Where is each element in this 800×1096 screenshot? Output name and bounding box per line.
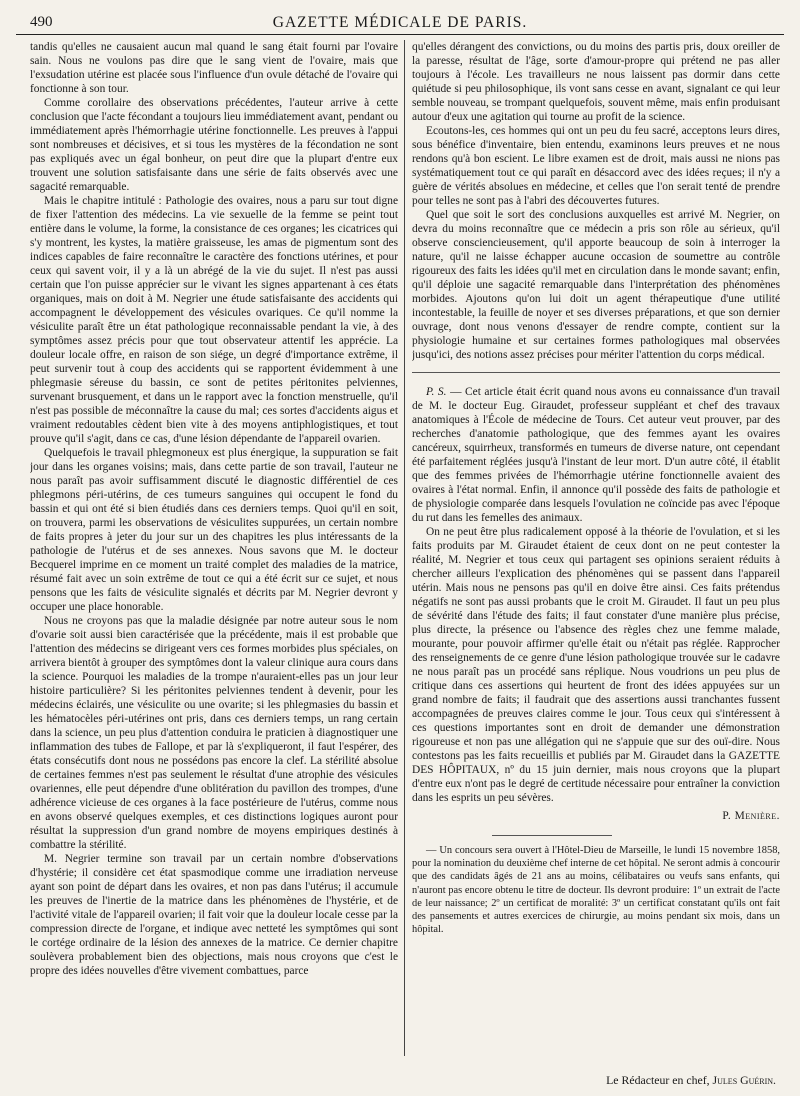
article-columns: [30, 40, 780, 1066]
paragraph: Quel que soit le sort des conclusions auxquelles est arrivé M. Negrier, on devra du moins reconnaître que ce médecin a pris son rôle au sérieux, qu'il observe consciencieusement, qu'il apporte beaucoup de soin à interroger la nature, qu'il ne laisse échapper aucune occasion de soumettre au contrôle rigoureux des faits les idées qu'il met en circulation dans le monde savant; enfin, qu'il déploie une sagacité remarquable dans l'interprétation des phénomènes morbides. Ajoutons qu'on lui doit un agent thérapeutique d'une utilité incontestable, la feuille de noyer et ses diverses préparations, et que son dernier ouvrage, dont nous venons d'essayer de rendre compte, contient sur la physiologie humaine et sur certaines formes pathologiques mal observées jusqu'ici, des notions assez précises pour mériter l'attention du corps médical.: [412, 209, 780, 361]
paragraph: Comme corollaire des observations précédentes, l'auteur arrive à cette conclusion que l'acte fécondant a toujours lieu immédiatement avant, pendant ou immédiatement après l'hémorrhagie utérine fonctionnelle. Les preuves à l'appui sont nombreuses et décisives, et si tous les mystères de la fécondation ne sont pas expliqués avec un égal bonheur, on peut dire que la plupart d'entre eux trouvent une solution satisfaisante dans une série de faits observés avec une sagacité remarquable.: [30, 97, 398, 193]
postscript-label: P. S.: [426, 386, 447, 398]
postscript-text: — Cet article était écrit quand nous avons eu connaissance d'un travail de M. le docteur Eug. Giraudet, professeur suppléant et chef des travaux anatomiques à l'École de médecine de Tours. Cet auteur veut prouver, par des recherches d'anatomie pathologique, que des femmes ayant les ovaires cancéreux, squirrheux, transformés en tumeurs de diverse nature, ont cependant été parfaitement réglées jusqu'à l'instant de leur mort. D'un autre côté, il établit que des femmes privées de l'hémorrhagie utérine fonctionnelle avaient des ovaires à l'état normal. Enfin, il annonce qu'il possède des faits de pathologie et de physiologie comparée dans lesquels l'ovulation ne coïncide pas avec l'époque du rut dans les femelles des animaux.: [412, 386, 780, 524]
paragraph: Quelquefois le travail phlegmoneux est plus énergique, la suppuration se fait jour dans les organes voisins; mais, dans cette partie de son travail, l'auteur ne nous paraît pas avoir suffisamment discuté le diagnostic différentiel de ces phlegmons péri-utérins, de ces tumeurs sanguines qui occupent le fond du bassin et qui ont été si bien étudiés dans ces derniers temps. Quoi qu'il en soit, on trouvera, parmi les observations de vésiculites suppurées, un certain nombre de faits propres à jeter du jour sur un des chapitres les plus intéressants de la pathologie de l'utérus et de ses annexes. Nous savons que M. le docteur Becquerel imprime en ce moment un traité complet des maladies de la matrice, résumé fait avec un soin extrême de tout ce qui a été écrit sur ce sujet, et nous pensons que les faits de vésiculite signalés et décrits par M. Negrier devront y occuper une place honorable.: [30, 447, 398, 613]
paragraph: M. Negrier termine son travail par un certain nombre d'observations d'hystérie; il considère cet état spasmodique comme une irradiation nerveuse ayant son point de départ dans les ovaires, et non pas dans l'utérus; il accumule les preuves de l'inertie de la matrice dans les phénomènes de l'hystérie, et de l'activité vitale de l'appareil ovarien; il fait voir que la douleur locale cesse par la compression directe de l'organe, et indique avec netteté les symptômes qui sont le cortége ordinaire de la lésion des annexes de la matrice. Ce dernier chapitre soulèvera probablement bien des objections, mais nous croyons que c'est le propre des idées nouvelles d'être vivement combattues, parce: [30, 853, 398, 977]
editor-label: Le Rédacteur en chef,: [606, 1073, 710, 1087]
page-header: [16, 8, 784, 35]
section-separator: [412, 372, 780, 373]
notice-separator: [492, 835, 612, 836]
postscript-paragraph: [412, 385, 780, 525]
page-number: 490: [30, 14, 53, 30]
gazette-title: GAZETTE MÉDICALE DE PARIS.: [272, 14, 528, 31]
competition-notice: — Un concours sera ouvert à l'Hôtel-Dieu de Marseille, le lundi 15 novembre 1858, pour la nomination du deuxième chef interne de cet hôpital. Ne seront admis à concourir que des candidats âgés de 21 ans au moins, célibataires ou veufs sans enfants, qui n'auront pas encore obtenu le titre de docteur. Ils devront produire: 1º un extrait de l'acte de leur naissance; 2º un certificat de moralité: 3º un certificat constatant qu'ils ont fait des pansements et autres exercices de chirurgie, au moins pendant six mois, dans un hôpital.: [412, 845, 780, 936]
author-signature: P. Menière.: [722, 810, 780, 822]
editor-name: Jules Guérin.: [712, 1073, 776, 1087]
right-column: [412, 40, 780, 1066]
paragraph: Mais le chapitre intitulé : Pathologie des ovaires, nous a paru sur tout digne de fixer l'attention des médecins. La vie sexuelle de la femme se peint tout entière dans le volume, la forme, la consistance de ces organes; les cicatrices qui s'y montrent, les kystes, la matière graisseuse, les amas de pigmentum sont des indices capables de faire reconnaître le caractère des fonctions utérines, et pour ceux qui savent voir, il y a là un abrégé de la vie du sujet. Il n'est pas aussi certain que l'on puisse apprécier sur le vivant les signes appartenant à ces états organiques, mais on doit à M. Negrier une étude satisfaisante des accidents qui accompagnent le développement des vésicules ovariques. Ce qu'il nomme la vésiculite paraît être un état pathologique reconnaissable pendant la vie, à des symptômes assez précis pour que tout observateur attentif les apprécie. La douleur locale offre, en raison de son siége, un degré d'importance extrême, il peut survenir tout à coup des accidents qui se rapportent évidemment à une phlegmasie séreuse du bassin, ce sont de petites péritonites pelviennes, survenant brusquement, et dans un le rapport avec la fonction menstruelle, qu'il n'est pas possible de méconnaître la cause du mal; ces sortes d'accidents aigus et vraiment redoutables cèdent bien vite à des moyens antiphlogistiques, et tout prouve qu'il s'agit, dans ce cas, d'une lésion dépendante de l'appareil ovarien.: [30, 195, 398, 445]
postscript-paragraph: On ne peut être plus radicalement opposé à la théorie de l'ovulation, et si les faits produits par M. Giraudet étaient de ceux dont on ne peut contester la réalité, M. Negrier et tous ceux qui partagent ses opinions seraient réduits à chercher ailleurs l'explication des phénomènes qui se passent dans l'appareil utérin. Mais nous ne pensons pas qu'il en doive être ainsi. Ces faits prétendus négatifs ne sont pas aussi probants que le croit M. Giraudet. Il faut un peu plus de sévérité dans l'étude des faits; il faut constater d'une manière plus précise, plus directe, la présence ou l'absence des règles chez une femme malade, mourante, pour pouvoir affirmer qu'elle était ou n'était pas réglée. Rapprocher des renseignements de ce genre d'une lésion pathologique trouvée sur le cadavre ne nous paraît pas un procédé sans réplique. Nous voudrions un peu plus de critique dans ces assertions qui heurtent de front des idées appuyées sur un grand nombre de faits; il faudrait que des assertions aussi tranchantes fussent accompagnées de preuves claires comme le jour. Tous ceux qui s'intéressent à ces questions importantes sont en droit de demander une démonstration rigoureuse et non pas une allégation qui ne s'appuie que sur des ouï-dire. Nous contestons pas les faits recueillis et publiés par M. Giraudet dans la GAZETTE DES HÔPITAUX, nº du 15 juin dernier, mais nous croyons que la plupart d'entre eux n'ont pas le degré de certitude nécessaire pour entraîner la conviction dans les esprits un peu sévères.: [412, 526, 780, 804]
left-column: [30, 40, 398, 1066]
editor-signature: [606, 1073, 776, 1088]
paragraph: Nous ne croyons pas que la maladie désignée par notre auteur sous le nom d'ovarie soit aussi bien caractérisée que la précédente, mais il est probable que l'attention des médecins se dirigeant vers ces formes morbides plus spéciales, on arrivera bientôt à grouper des symptômes dont la valeur clinique aura cours dans la science. Pourquoi les maladies de la trompe n'auraient-elles pas un jour leur histoire particulière? Si les péritonites pelviennes tendent à devenir, pour les médecins éclairés, une vésiculite ou une ovarite; si les phlegmasies du bassin et les hématocèles péri-utérines ont pris, dans ces derniers temps, un rang certain dans la science, un peu plus d'attention conduira le praticien à diagnostiquer une inflammation des tubes de Fallope, et par là s'expliqueront, il faut l'espérer, des états consécutifs dont nous ne possédons pas encore la clef. La stérilité absolue de certaines femmes n'est pas seulement le résultat d'une atrophie des vésicules ovariennes, elle peut dépendre d'une oblitération du pavillon des trompes, d'une adhérence vicieuse de ces organes à la face postérieure de l'utérus, comme nous en avons observé quelques exemples, et ces distinctions logiques auront pour résultat la suppression d'un grand nombre de moyens empiriques destinés à combattre la stérilité.: [30, 615, 398, 851]
paragraph: tandis qu'elles ne causaient aucun mal quand le sang était fourni par l'ovaire sain. Nous ne voulons pas dire que le sang vient de l'ovaire, mais que l'exsudation utérine est placée sous l'influence d'un ovule détaché de l'ovaire qui fonctionne à son tour.: [30, 41, 398, 95]
paragraph: qu'elles dérangent des convictions, ou du moins des partis pris, doux oreiller de la paresse, résultat de l'âge, sorte d'amour-propre qui prétend ne pas aller toujours à l'école. Les travailleurs ne nous laissent pas dormir dans cette quiétude si peu philosophique, ils vont sans cesse en avant, signalant ce qui leur semble nouveau, se trompant quelquefois, souvent même, mais enfin produisant autour d'eux une agitation qui tourne au profit de la science.: [412, 41, 780, 123]
paragraph: Ecoutons-les, ces hommes qui ont un peu du feu sacré, acceptons leurs dires, sous bénéfice d'inventaire, bien entendu, examinons leurs preuves et ne nous rendons qu'à bon escient. Le libre examen est de droit, mais aussi ne nions pas systématiquement tout ce qui paraît en désaccord avec des idées reçues; il n'y a guère de vérités absolues en médecine, et celles que l'on serait tenté de prendre pour telles ne sont pas à l'abri des découvertes futures.: [412, 125, 780, 207]
